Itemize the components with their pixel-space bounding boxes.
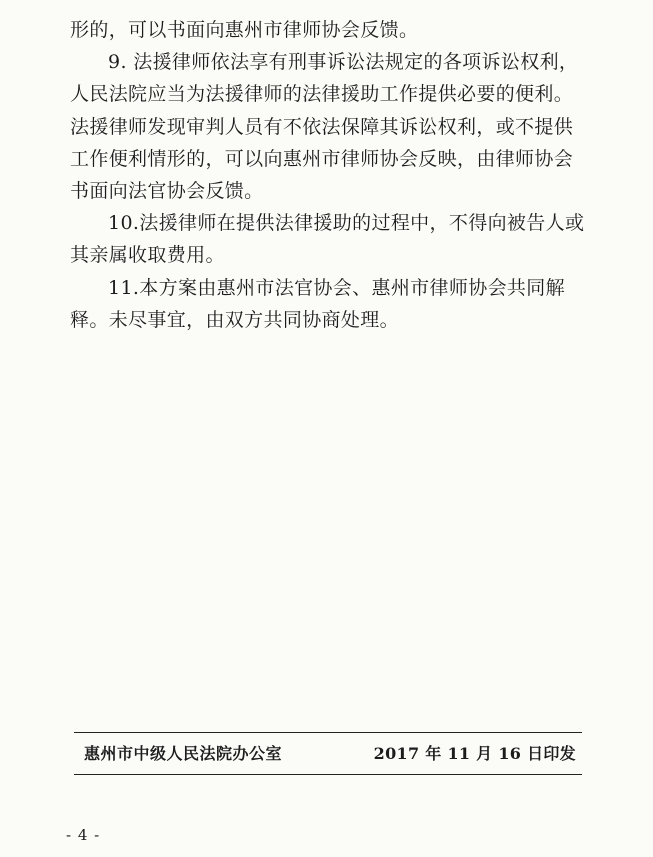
paragraph-item-9: 9. 法援律师依法享有刑事诉讼法规定的各项诉讼权利，人民法院应当为法援律师的法律援助工作提供必要的便利。法援律师发现审判人员有不依法保障其诉讼权利，或不提供工作便利情形的，可以向惠州市律师协会反映，由律师协会书面向法官协会反馈。 — [70, 51, 579, 203]
document-body — [70, 14, 585, 336]
paragraph-continuation: 形的，可以书面向惠州市律师协会反馈。 — [70, 19, 419, 41]
page-number: - 4 - — [66, 826, 101, 844]
footer-issuer: 惠州市中级人民法院办公室 — [84, 744, 283, 763]
footer-bottom-rule — [74, 774, 582, 775]
paragraph-item-10: 10.法援律师在提供法律援助的过程中，不得向被告人或其亲属收取费用。 — [70, 212, 585, 267]
footer-top-rule — [74, 732, 582, 733]
paragraph-item-11: 11.本方案由惠州市法官协会、惠州市律师协会共同解释。未尽事宜，由双方共同协商处理。 — [70, 276, 565, 331]
footer-print-date: 2017 年 11 月 16 日印发 — [373, 744, 576, 763]
